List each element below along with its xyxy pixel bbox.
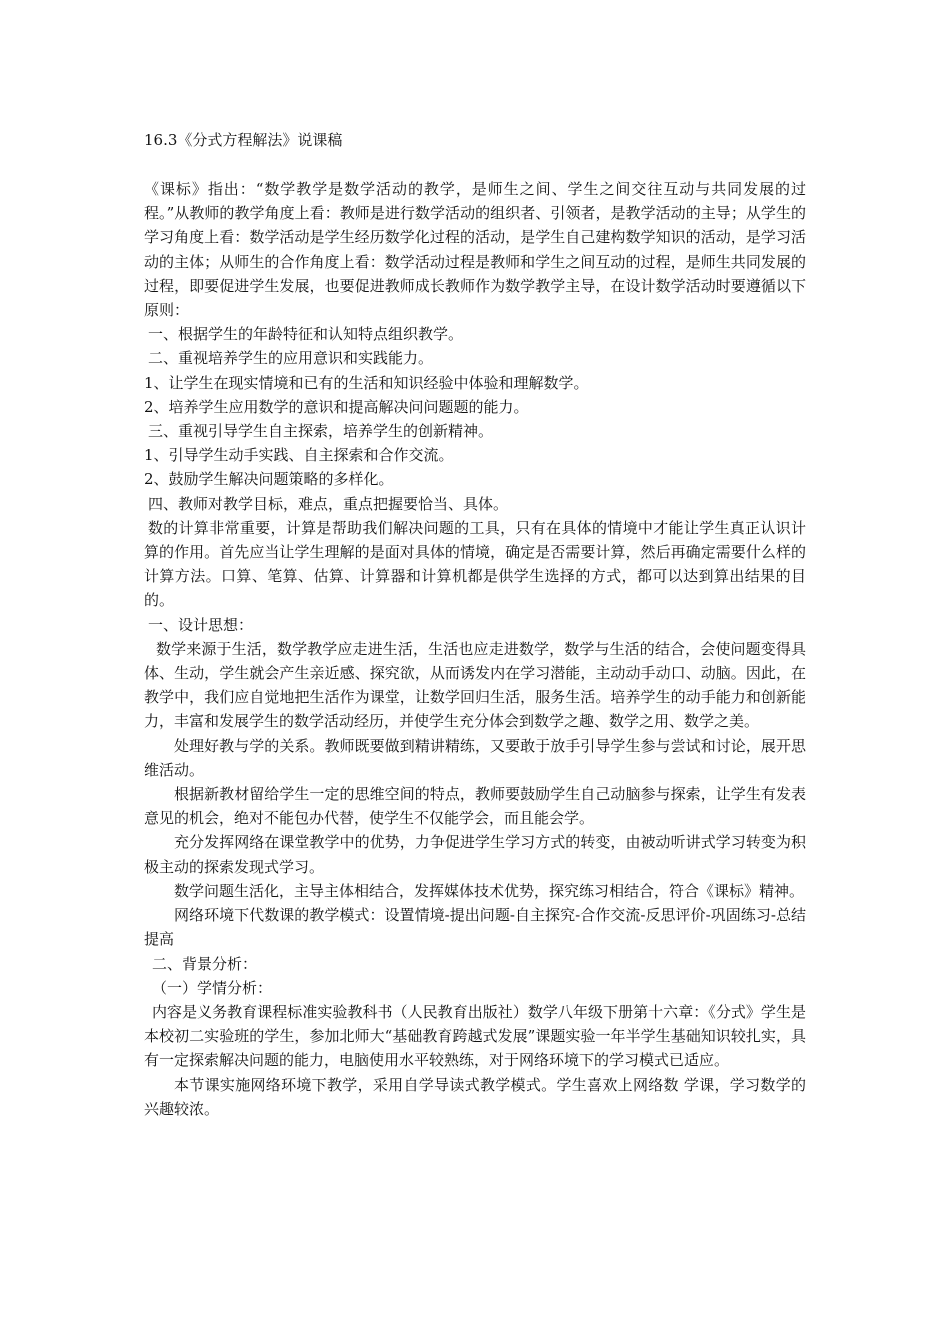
paragraph-lesson: 本节课实施网络环境下教学，采用自学导读式教学模式。学生喜欢上网络数 学课，学习数学的兴趣较浓。 [144, 1075, 806, 1118]
principle-3-item-2: 2、鼓励学生解决问题策略的多样化。 [144, 470, 394, 489]
paragraph-problem-life: 数学问题生活化，主导主体相结合，发挥媒体技术优势，探究练习相结合，符合《课标》精神。 [174, 881, 805, 900]
principle-2: 二、重视培养学生的应用意识和实践能力。 [148, 349, 434, 368]
section-heading-background: 二、背景分析： [152, 954, 258, 973]
paragraph-network-advantage: 充分发挥网络在课堂教学中的优势，力争促进学生学习方式的转变，由被动听讲式学习转变为积极主动的探索发现式学习。 [144, 833, 806, 876]
paragraph-intro: 《课标》指出：“数学教学是数学活动的教学，是师生之间、学生之间交往互动与共同发展的过程。”从教师的教学角度上看：教师是进行数学活动的组织者、引领者，是教学活动的主导；从学生的学习角度上看：数学活动是学生经历数学化过程的活动，是学生自己建构数学知识的活动，是学习活动的主体；从师生的合作角度上看：数学活动过程是教师和学生之间互动的过程，是师生共同发展的过程，即要促进学生发展，也要促进教师成长教师作为数学教学主导，在设计数学活动时要遵循以下原则： [144, 180, 806, 320]
paragraph-design: 数学来源于生活，数学教学应走进生活，生活也应走进数学，数学与生活的结合，会使问题变得具体、生动，学生就会产生亲近感、探究欲，从而诱发内在学习潜能，主动动手动口、动脑。因此，在教学中，我们应自觉地把生活作为课堂，让数学回归生活，服务生活。培养学生的动手能力和创新能力，丰富和发展学生的数学活动经历，并使学生充分体会到数学之趣、数学之用、数学之美。 [144, 639, 806, 731]
principle-1: 一、根据学生的年龄特征和认知特点组织教学。 [148, 325, 464, 344]
paragraph-teaching-mode: 网络环境下代数课的教学模式：设置情境-提出问题-自主探究-合作交流-反思评价-巩固练习-总结提高 [144, 906, 806, 949]
subsection-heading-students: （一）学情分析： [152, 978, 273, 997]
principle-2-item-1: 1、让学生在现实情境和已有的生活和知识经验中体验和理解数学。 [144, 373, 589, 392]
principle-2-item-2: 2、培养学生应用数学的意识和提高解决问问题题的能力。 [144, 397, 529, 416]
paragraph-new-textbook: 根据新教材留给学生一定的思维空间的特点，教师要鼓励学生自己动脑参与探索，让学生有发表意见的机会，绝对不能包办代替，使学生不仅能学会，而且能会学。 [144, 785, 806, 828]
principle-3: 三、重视引导学生自主探索，培养学生的创新精神。 [148, 422, 494, 441]
principle-4: 四、教师对教学目标，难点，重点把握要恰当、具体。 [148, 494, 509, 513]
document-body [144, 128, 806, 1121]
document-title: 16.3《分式方程解法》说课稿 [144, 131, 343, 149]
paragraph-calculation: 数的计算非常重要，计算是帮助我们解决问题的工具，只有在具体的情境中才能让学生真正认识计算的作用。首先应当让学生理解的是面对具体的情境，确定是否需要计算，然后再确定需要什么样的计算方法。口算、笔算、估算、计算器和计算机都是供学生选择的方式，都可以达到算出结果的目的。 [144, 518, 806, 610]
principle-3-item-1: 1、引导学生动手实践、自主探索和合作交流。 [144, 446, 454, 465]
section-heading-design: 一、设计思想： [148, 615, 254, 634]
paragraph-content: 内容是义务教育课程标准实验教科书（人民教育出版社）数学八年级下册第十六章：《分式》学生是本校初二实验班的学生，参加北师大“基础教育跨越式发展”课题实验一年半学生基础知识较扎实，具有一定探索解决问题的能力，电脑使用水平较熟练，对于网络环境下的学习模式已适应。 [144, 1002, 806, 1070]
paragraph-teaching-relation: 处理好教与学的关系。教师既要做到精讲精练，又要敢于放手引导学生参与尝试和讨论，展开思维活动。 [144, 736, 806, 779]
